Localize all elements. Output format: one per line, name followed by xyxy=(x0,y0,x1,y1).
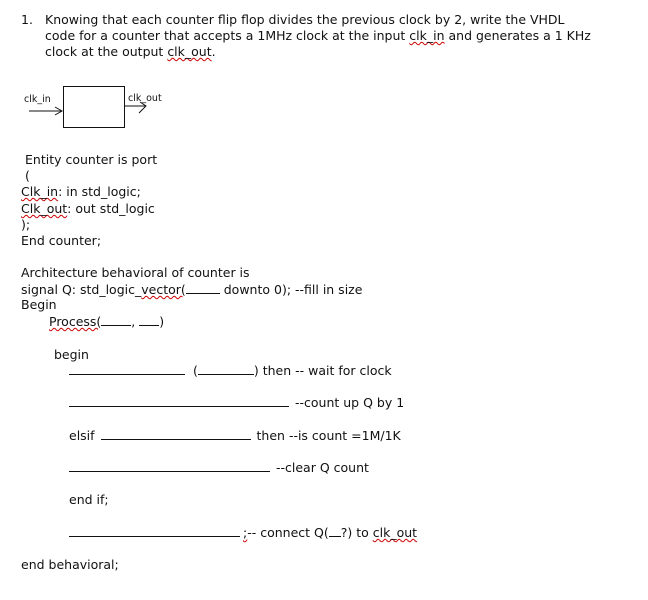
clk-in-ref: clk_in xyxy=(409,28,445,43)
process-line: Process( , ) xyxy=(49,314,165,329)
entity-port-2: Clk_out: out std_logic xyxy=(21,201,155,216)
arch-header: Architecture behavioral of counter is xyxy=(21,265,250,280)
clear-blank[interactable] xyxy=(69,460,270,472)
question-line-1: Knowing that each counter flip flop divides the previous clock by 2, write the VHDL xyxy=(45,12,565,27)
counter-block xyxy=(63,86,125,128)
assign-line: ;-- connect Q( ?) to clk_out xyxy=(69,525,417,540)
assign-q-blank[interactable] xyxy=(329,525,341,537)
arch-signal-line: signal Q: std_logic_vector( downto 0); --fill in size xyxy=(21,282,363,297)
arch-begin: Begin xyxy=(21,297,57,312)
count-line: --count up Q by 1 xyxy=(69,395,404,410)
process-blank-2[interactable] xyxy=(139,314,159,326)
diagram-output-label: clk_out xyxy=(128,93,162,104)
question-line-2: code for a counter that accepts a 1MHz clock at the input clk_in and generates a 1 KHz xyxy=(45,28,591,43)
process-blank-1[interactable] xyxy=(101,314,131,326)
clk-out-ref: clk_out xyxy=(167,44,212,59)
question-number: 1. xyxy=(21,12,33,27)
question-line-3: clock at the output clk_out. xyxy=(45,44,216,59)
if-blank-1[interactable] xyxy=(69,363,185,375)
if-line: ( ) then -- wait for clock xyxy=(69,363,392,378)
diagram-input-label: clk_in xyxy=(24,94,51,105)
entity-close: ); xyxy=(21,217,31,232)
entity-header: Entity counter is port xyxy=(25,152,158,167)
output-arrow-icon xyxy=(124,101,148,115)
process-begin: begin xyxy=(54,347,89,362)
elsif-line: elsif then --is count =1M/1K xyxy=(69,428,401,443)
entity-end: End counter; xyxy=(21,233,102,248)
vector-size-blank[interactable] xyxy=(186,282,220,294)
entity-open-paren: ( xyxy=(25,168,30,183)
count-blank[interactable] xyxy=(69,395,289,407)
elsif-blank[interactable] xyxy=(101,428,251,440)
assign-blank[interactable] xyxy=(69,525,240,537)
entity-port-1: Clk_in: in std_logic; xyxy=(21,184,141,199)
end-behavioral: end behavioral; xyxy=(21,557,119,572)
input-arrow-icon xyxy=(29,106,63,116)
clear-line: --clear Q count xyxy=(69,460,369,475)
if-blank-2[interactable] xyxy=(198,363,254,375)
end-if: end if; xyxy=(69,492,109,507)
